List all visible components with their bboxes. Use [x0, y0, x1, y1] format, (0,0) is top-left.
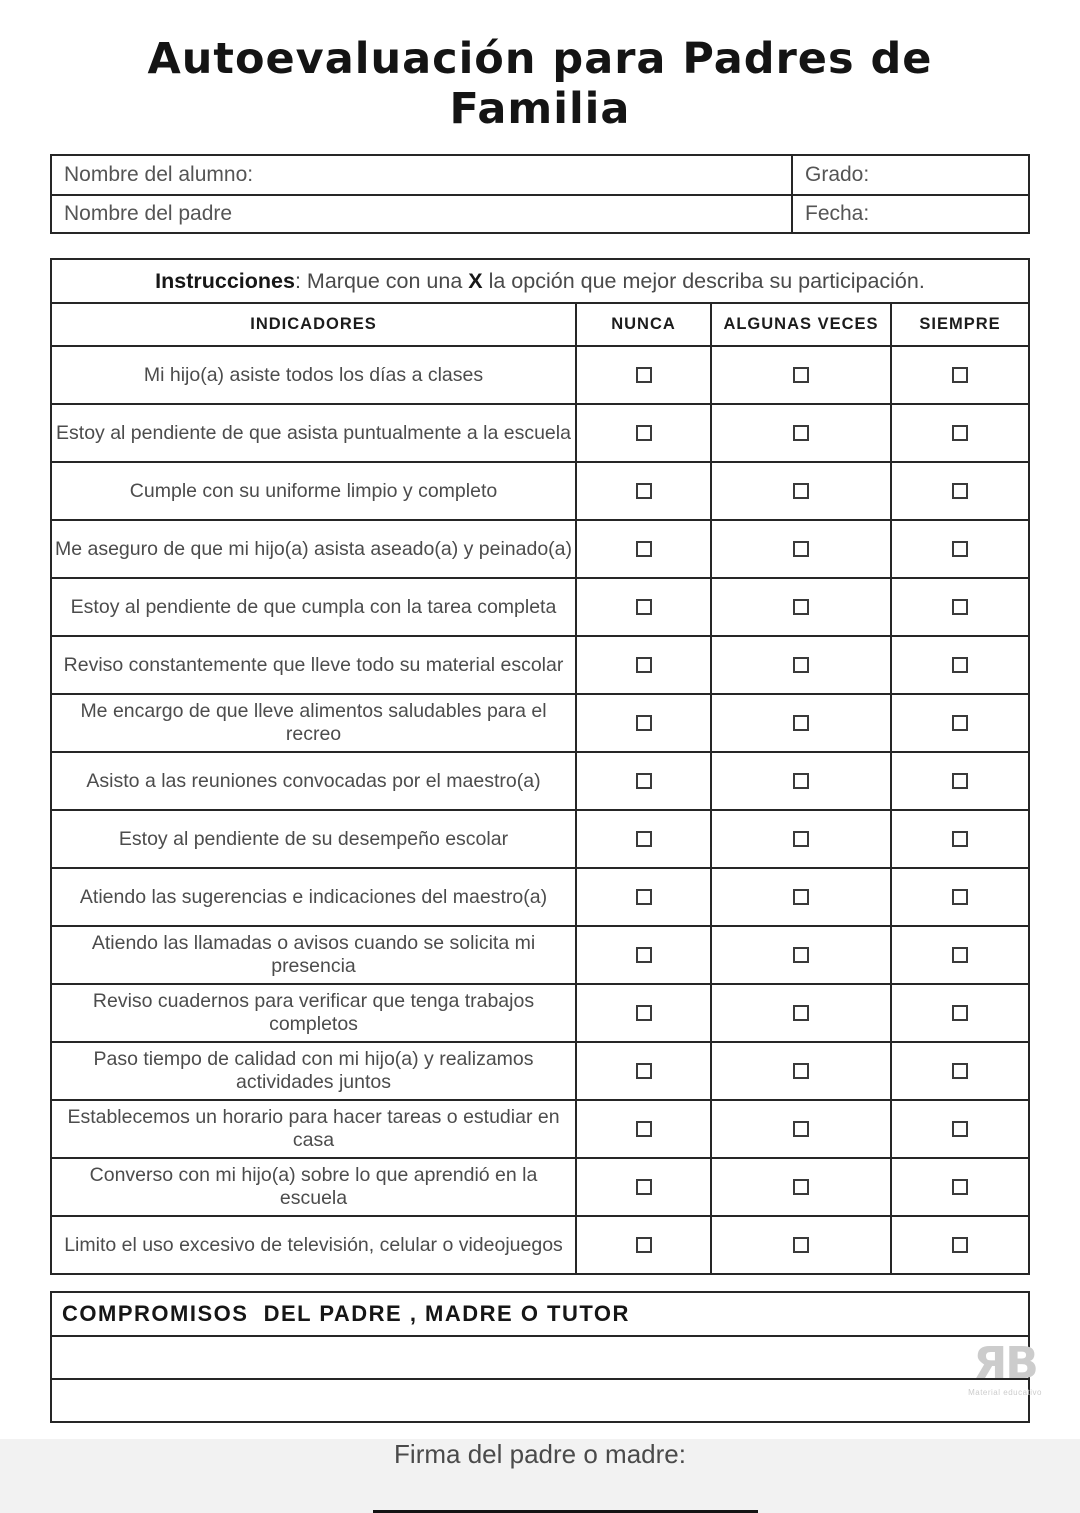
checkbox-siempre[interactable]	[952, 657, 968, 673]
checkbox-nunca[interactable]	[636, 889, 652, 905]
column-header-siempre: SIEMPRE	[890, 304, 1028, 345]
evaluation-rows	[52, 345, 1028, 1273]
option-cell-nunca	[575, 637, 710, 693]
checkbox-siempre[interactable]	[952, 425, 968, 441]
checkbox-siempre[interactable]	[952, 1063, 968, 1079]
option-cell-nunca	[575, 869, 710, 925]
table-row	[52, 1157, 1028, 1215]
table-row	[52, 751, 1028, 809]
option-cell-nunca	[575, 521, 710, 577]
indicator-label: Cumple con su uniforme limpio y completo	[129, 479, 498, 502]
parent-name-field[interactable]	[52, 196, 791, 232]
option-cell-algunas_veces	[710, 1043, 890, 1099]
checkbox-nunca[interactable]	[636, 715, 652, 731]
option-cell-nunca	[575, 985, 710, 1041]
option-cell-algunas_veces	[710, 637, 890, 693]
date-field[interactable]	[791, 196, 1028, 232]
grade-field[interactable]	[791, 156, 1028, 194]
indicator-label: Converso con mi hijo(a) sobre lo que aprendió en la escuela	[89, 1164, 538, 1209]
table-row	[52, 693, 1028, 751]
option-cell-algunas_veces	[710, 1159, 890, 1215]
checkbox-algunas_veces[interactable]	[793, 1063, 809, 1079]
option-cell-nunca	[575, 927, 710, 983]
table-row	[52, 345, 1028, 403]
checkbox-nunca[interactable]	[636, 657, 652, 673]
checkbox-nunca[interactable]	[636, 541, 652, 557]
checkbox-nunca[interactable]	[636, 367, 652, 383]
commitments-section	[50, 1291, 1030, 1423]
evaluation-table	[50, 258, 1030, 1275]
option-cell-algunas_veces	[710, 753, 890, 809]
option-cell-nunca	[575, 463, 710, 519]
column-header-algunas_veces: ALGUNAS VECES	[710, 304, 890, 345]
checkbox-nunca[interactable]	[636, 1237, 652, 1253]
checkbox-siempre[interactable]	[952, 599, 968, 615]
indicator-label: Estoy al pendiente de que cumpla con la tarea completa	[70, 595, 557, 618]
option-cell-algunas_veces	[710, 1217, 890, 1273]
option-cell-nunca	[575, 405, 710, 461]
checkbox-nunca[interactable]	[636, 1005, 652, 1021]
option-cell-nunca	[575, 1217, 710, 1273]
column-header-indicadores: INDICADORES	[250, 315, 377, 333]
indicator-label: Limito el uso excesivo de televisión, celular o videojuegos	[64, 1233, 563, 1256]
checkbox-siempre[interactable]	[952, 483, 968, 499]
checkbox-algunas_veces[interactable]	[793, 947, 809, 963]
option-cell-siempre	[890, 637, 1028, 693]
indicator-label: Estoy al pendiente de que asista puntualmente a la escuela	[56, 421, 571, 444]
option-cell-siempre	[890, 695, 1028, 751]
checkbox-algunas_veces[interactable]	[793, 541, 809, 557]
option-cell-algunas_veces	[710, 463, 890, 519]
commitment-blank-line[interactable]	[52, 1378, 1028, 1421]
table-row	[52, 867, 1028, 925]
option-cell-algunas_veces	[710, 695, 890, 751]
checkbox-nunca[interactable]	[636, 831, 652, 847]
checkbox-nunca[interactable]	[636, 1179, 652, 1195]
option-cell-nunca	[575, 579, 710, 635]
indicator-label: Me encargo de que lleve alimentos saludables para el recreo	[80, 700, 547, 745]
indicator-label: Atiendo las llamadas o avisos cuando se solicita mi presencia	[91, 932, 536, 977]
checkbox-algunas_veces[interactable]	[793, 889, 809, 905]
indicator-label: Reviso constantemente que lleve todo su material escolar	[63, 653, 564, 676]
checkbox-algunas_veces[interactable]	[793, 831, 809, 847]
option-cell-nunca	[575, 811, 710, 867]
option-cell-siempre	[890, 1043, 1028, 1099]
checkbox-algunas_veces[interactable]	[793, 1179, 809, 1195]
option-cell-nunca	[575, 753, 710, 809]
checkbox-nunca[interactable]	[636, 947, 652, 963]
checkbox-algunas_veces[interactable]	[793, 483, 809, 499]
checkbox-siempre[interactable]	[952, 889, 968, 905]
checkbox-siempre[interactable]	[952, 773, 968, 789]
checkbox-algunas_veces[interactable]	[793, 657, 809, 673]
checkbox-siempre[interactable]	[952, 1237, 968, 1253]
checkbox-siempre[interactable]	[952, 367, 968, 383]
checkbox-siempre[interactable]	[952, 1005, 968, 1021]
indicator-label: Estoy al pendiente de su desempeño escolar	[118, 827, 509, 850]
option-cell-siempre	[890, 1159, 1028, 1215]
option-cell-algunas_veces	[710, 927, 890, 983]
grade-label: Grado:	[805, 163, 870, 186]
signature-label: Firma del padre o madre:	[394, 1439, 686, 1469]
option-cell-siempre	[890, 1217, 1028, 1273]
option-cell-algunas_veces	[710, 811, 890, 867]
option-cell-algunas_veces	[710, 869, 890, 925]
commitments-blank-rows	[52, 1335, 1028, 1421]
checkbox-algunas_veces[interactable]	[793, 1121, 809, 1137]
student-info-table	[50, 154, 1030, 234]
checkbox-siempre[interactable]	[952, 715, 968, 731]
indicator-label: Mi hijo(a) asiste todos los días a clases	[143, 363, 484, 386]
checkbox-siempre[interactable]	[952, 947, 968, 963]
table-row	[52, 925, 1028, 983]
table-row	[52, 403, 1028, 461]
checkbox-siempre[interactable]	[952, 831, 968, 847]
checkbox-nunca[interactable]	[636, 599, 652, 615]
option-cell-siempre	[890, 521, 1028, 577]
checkbox-algunas_veces[interactable]	[793, 773, 809, 789]
indicator-label: Me aseguro de que mi hijo(a) asista aseado(a) y peinado(a)	[54, 537, 573, 560]
table-row	[52, 1215, 1028, 1273]
option-cell-nunca	[575, 1101, 710, 1157]
option-cell-nunca	[575, 695, 710, 751]
indicator-label: Paso tiempo de calidad con mi hijo(a) y realizamos actividades juntos	[93, 1048, 534, 1093]
indicator-label: Establecemos un horario para hacer tareas o estudiar en casa	[67, 1106, 560, 1151]
indicator-label: Reviso cuadernos para verificar que tenga trabajos completos	[92, 990, 535, 1035]
option-cell-siempre	[890, 405, 1028, 461]
checkbox-nunca[interactable]	[636, 773, 652, 789]
option-cell-siempre	[890, 927, 1028, 983]
indicator-label: Asisto a las reuniones convocadas por el maestro(a)	[86, 769, 541, 792]
rb-logo-icon: ЯB	[973, 1338, 1037, 1389]
table-row	[52, 1099, 1028, 1157]
column-header-nunca: NUNCA	[575, 304, 710, 345]
checkbox-nunca[interactable]	[636, 425, 652, 441]
option-cell-algunas_veces	[710, 1101, 890, 1157]
option-cell-nunca	[575, 347, 710, 403]
option-cell-algunas_veces	[710, 579, 890, 635]
option-cell-algunas_veces	[710, 405, 890, 461]
option-cell-siempre	[890, 1101, 1028, 1157]
publisher-watermark	[968, 1338, 1042, 1397]
instructions-text: Instrucciones: Marque con una X la opción que mejor describa su participación.	[52, 260, 1028, 304]
option-cell-siempre	[890, 811, 1028, 867]
table-row	[52, 983, 1028, 1041]
option-cell-siempre	[890, 463, 1028, 519]
student-name-field[interactable]	[52, 156, 791, 194]
option-cell-siempre	[890, 347, 1028, 403]
checkbox-siempre[interactable]	[952, 1179, 968, 1195]
checkbox-algunas_veces[interactable]	[793, 599, 809, 615]
rb-logo-subtext: Material educativo	[968, 1388, 1042, 1397]
commitments-title: COMPROMISOS DEL PADRE , MADRE O TUTOR	[62, 1301, 630, 1326]
indicator-label: Atiendo las sugerencias e indicaciones del maestro(a)	[79, 885, 548, 908]
option-cell-siempre	[890, 985, 1028, 1041]
table-row	[52, 635, 1028, 693]
evaluation-header-row	[52, 304, 1028, 345]
option-cell-nunca	[575, 1043, 710, 1099]
option-cell-algunas_veces	[710, 521, 890, 577]
checkbox-nunca[interactable]	[636, 1121, 652, 1137]
checkbox-siempre[interactable]	[952, 1121, 968, 1137]
page-title: Autoevaluación para Padres de Familia	[147, 34, 933, 134]
checkbox-algunas_veces[interactable]	[793, 1237, 809, 1253]
checkbox-siempre[interactable]	[952, 541, 968, 557]
checkbox-algunas_veces[interactable]	[793, 1005, 809, 1021]
option-cell-algunas_veces	[710, 985, 890, 1041]
table-row	[52, 809, 1028, 867]
table-row	[52, 577, 1028, 635]
table-row	[52, 519, 1028, 577]
option-cell-algunas_veces	[710, 347, 890, 403]
option-cell-siempre	[890, 753, 1028, 809]
checkbox-algunas_veces[interactable]	[793, 425, 809, 441]
option-cell-siempre	[890, 869, 1028, 925]
student-name-label: Nombre del alumno:	[64, 163, 254, 186]
info-row-parent	[52, 194, 1028, 232]
info-row-student	[52, 156, 1028, 194]
table-row	[52, 461, 1028, 519]
checkbox-nunca[interactable]	[636, 483, 652, 499]
parent-name-label: Nombre del padre	[64, 202, 233, 225]
checkbox-nunca[interactable]	[636, 1063, 652, 1079]
checkbox-algunas_veces[interactable]	[793, 367, 809, 383]
table-row	[52, 1041, 1028, 1099]
option-cell-siempre	[890, 579, 1028, 635]
date-label: Fecha:	[805, 202, 870, 225]
commitment-blank-line[interactable]	[52, 1335, 1028, 1378]
checkbox-algunas_veces[interactable]	[793, 715, 809, 731]
option-cell-nunca	[575, 1159, 710, 1215]
